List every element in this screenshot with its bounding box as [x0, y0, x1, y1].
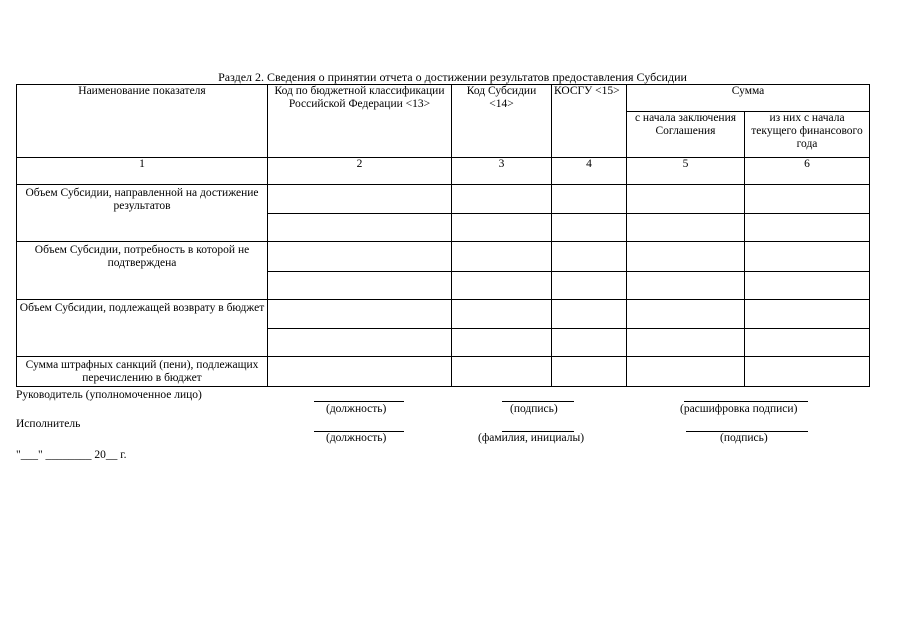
data-cell[interactable]: [268, 185, 452, 214]
header-budget-code: Код по бюджетной классификации Российской Федерации <13>: [268, 85, 452, 158]
executor-position-caption: (должность): [326, 432, 387, 444]
data-cell[interactable]: [552, 328, 627, 356]
data-cell[interactable]: [552, 242, 627, 271]
data-cell[interactable]: [552, 185, 627, 214]
column-number: 1: [17, 158, 268, 185]
table-row: [17, 185, 870, 214]
data-cell[interactable]: [627, 242, 745, 271]
table-row: [17, 356, 870, 386]
column-number: 2: [268, 158, 452, 185]
executor-label: Исполнитель: [16, 418, 81, 430]
table-row: [17, 299, 870, 328]
data-cell[interactable]: [745, 328, 870, 356]
data-cell[interactable]: [745, 185, 870, 214]
data-cell[interactable]: [268, 242, 452, 271]
head-signature-line[interactable]: [502, 401, 574, 402]
data-cell[interactable]: [627, 271, 745, 299]
data-cell[interactable]: [452, 242, 552, 271]
head-position-caption: (должность): [326, 403, 387, 415]
report-table: [16, 84, 870, 387]
data-cell[interactable]: [452, 185, 552, 214]
column-number: 5: [627, 158, 745, 185]
data-cell[interactable]: [268, 271, 452, 299]
section-title: Раздел 2. Сведения о принятии отчета о достижении результатов предоставления Субсидии: [218, 70, 687, 84]
column-number: 6: [745, 158, 870, 185]
data-cell[interactable]: [452, 356, 552, 386]
data-cell[interactable]: [452, 299, 552, 328]
row-label: Объем Субсидии, потребность в которой не подтверждена: [17, 242, 268, 299]
data-cell[interactable]: [552, 299, 627, 328]
data-cell[interactable]: [627, 214, 745, 242]
data-cell[interactable]: [552, 356, 627, 386]
data-cell[interactable]: [627, 356, 745, 386]
data-cell[interactable]: [268, 328, 452, 356]
head-label: Руководитель (уполномоченное лицо): [16, 389, 202, 401]
executor-name-caption: (фамилия, инициалы): [478, 432, 585, 444]
row-label: Объем Субсидии, направленной на достижение результатов: [17, 185, 268, 242]
header-name: Наименование показателя: [17, 85, 268, 158]
date-line[interactable]: "___" ________ 20__ г.: [16, 449, 127, 461]
data-cell[interactable]: [552, 214, 627, 242]
executor-signature-caption: (подпись): [720, 432, 768, 444]
row-label: Сумма штрафных санкций (пени), подлежащих перечислению в бюджет: [17, 356, 268, 386]
data-cell[interactable]: [452, 214, 552, 242]
header-kosgu: КОСГУ <15>: [552, 85, 627, 158]
data-cell[interactable]: [268, 356, 452, 386]
data-cell[interactable]: [745, 242, 870, 271]
data-cell[interactable]: [627, 185, 745, 214]
data-cell[interactable]: [452, 271, 552, 299]
header-sum-since-start: с начала заключения Соглашения: [627, 112, 745, 158]
head-decoding-line[interactable]: [684, 401, 808, 402]
data-cell[interactable]: [627, 299, 745, 328]
column-number: 4: [552, 158, 627, 185]
head-position-line[interactable]: [314, 401, 404, 402]
table-row: [17, 242, 870, 271]
data-cell[interactable]: [552, 271, 627, 299]
header-sum-current-year: из них с начала текущего финансового года: [745, 112, 870, 158]
data-cell[interactable]: [745, 214, 870, 242]
data-cell[interactable]: [745, 356, 870, 386]
data-cell[interactable]: [745, 271, 870, 299]
column-number-row: [17, 158, 870, 185]
header-subsidy-code: Код Субсидии <14>: [452, 85, 552, 158]
data-cell[interactable]: [268, 214, 452, 242]
data-cell[interactable]: [745, 299, 870, 328]
column-number: 3: [452, 158, 552, 185]
data-cell[interactable]: [627, 328, 745, 356]
data-cell[interactable]: [452, 328, 552, 356]
header-row: [17, 85, 870, 112]
header-sum: Сумма: [627, 85, 870, 112]
data-cell[interactable]: [268, 299, 452, 328]
row-label: Объем Субсидии, подлежащей возврату в бюджет: [17, 299, 268, 356]
head-decoding-caption: (расшифровка подписи): [680, 403, 798, 415]
head-signature-caption: (подпись): [510, 403, 558, 415]
